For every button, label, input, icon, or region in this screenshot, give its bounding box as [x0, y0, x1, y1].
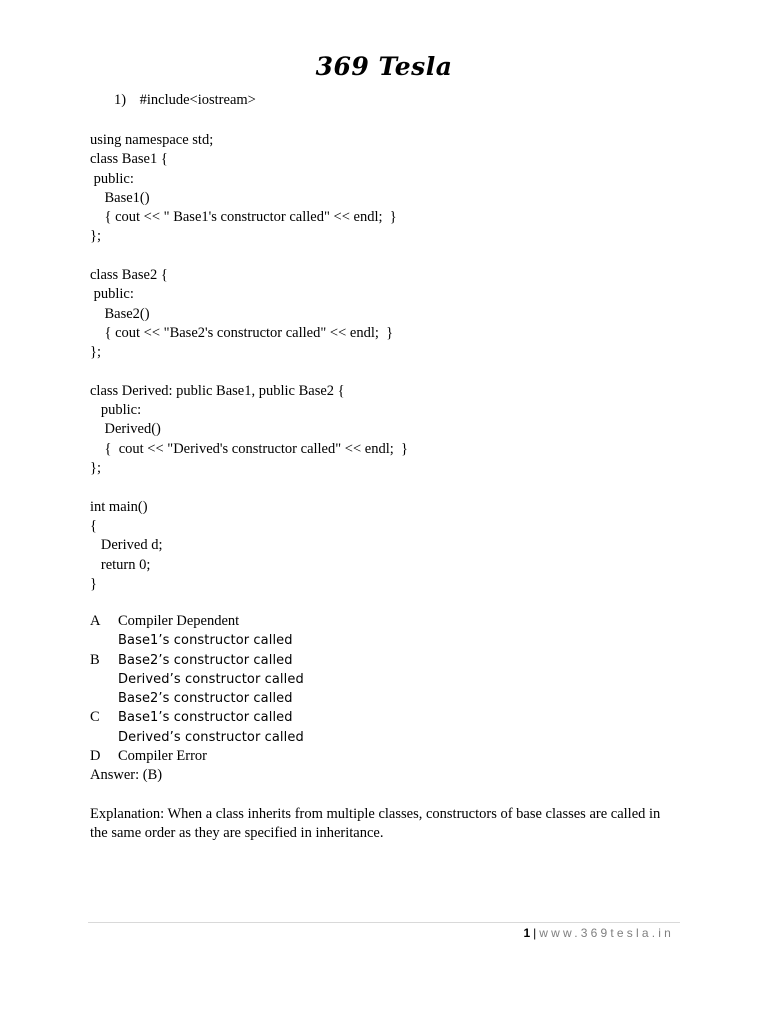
- blank-line: [90, 247, 408, 266]
- option-text: Compiler Dependent: [118, 613, 240, 629]
- option-letter: A: [90, 613, 101, 629]
- code-line: using namespace std;: [90, 132, 214, 148]
- option-letter: D: [90, 748, 101, 765]
- option-text: Base2’s constructor called: [118, 652, 293, 668]
- footer-divider: [88, 922, 680, 923]
- code-line: Derived d;: [90, 537, 163, 554]
- code-line: Base1(): [90, 189, 150, 206]
- question-first-line: [114, 92, 256, 109]
- option-row: [90, 612, 240, 631]
- code-line: }: [90, 575, 97, 592]
- code-line: public:: [90, 286, 134, 303]
- code-line: };: [90, 228, 101, 245]
- code-line: { cout << " Base1's constructor called" << endl; }: [90, 209, 397, 226]
- code-line: { cout << "Base2's constructor called" << endl; }: [90, 324, 394, 341]
- code-line: {: [90, 517, 97, 534]
- footer-separator: |: [533, 926, 537, 940]
- code-line: public:: [90, 402, 142, 419]
- code-line: class Base2 {: [90, 267, 168, 284]
- page-footer: [523, 926, 674, 940]
- include-line: #include<iostream>: [139, 92, 256, 108]
- footer-website-link[interactable]: www.369tesla.in: [539, 926, 674, 940]
- code-line: class Base1 {: [90, 151, 168, 168]
- option-row: [90, 670, 304, 689]
- code-line: };: [90, 344, 101, 361]
- option-row: [90, 631, 293, 650]
- option-letter: B: [90, 651, 100, 668]
- blank-line: [90, 363, 408, 382]
- page-title: 369 Tesla: [315, 52, 453, 81]
- option-text: Base1’s constructor called: [118, 633, 293, 649]
- answer-line: Answer: (B): [90, 767, 163, 784]
- option-row: [90, 747, 207, 766]
- option-row: [90, 689, 293, 708]
- page-number: 1: [523, 926, 531, 940]
- answer-options: [90, 612, 304, 786]
- blank-line: [90, 478, 408, 497]
- code-line: };: [90, 460, 101, 477]
- option-row: [90, 708, 293, 727]
- code-line: int main(): [90, 498, 148, 515]
- explanation-text: Explanation: When a class inherits from multiple classes, constructors of base classes are called in the same order as they are specified in inheritance.: [90, 806, 661, 842]
- question-number: 1): [114, 92, 127, 108]
- code-line: Base2(): [90, 305, 150, 322]
- option-text: Base1’s constructor called: [118, 710, 293, 726]
- code-line: { cout << "Derived's constructor called" << endl; }: [90, 440, 408, 457]
- code-line: return 0;: [90, 556, 151, 573]
- code-line: public:: [90, 170, 134, 187]
- option-letter: C: [90, 709, 100, 726]
- code-line: class Derived: public Base1, public Base2 {: [90, 382, 345, 399]
- option-row: [90, 728, 304, 747]
- option-text: Compiler Error: [118, 748, 207, 765]
- code-block: [90, 131, 408, 594]
- option-row: [90, 651, 293, 670]
- option-text: Base2’s constructor called: [118, 691, 293, 707]
- option-text: Derived’s constructor called: [118, 729, 304, 745]
- option-text: Derived’s constructor called: [118, 671, 304, 687]
- code-line: Derived(): [90, 421, 161, 438]
